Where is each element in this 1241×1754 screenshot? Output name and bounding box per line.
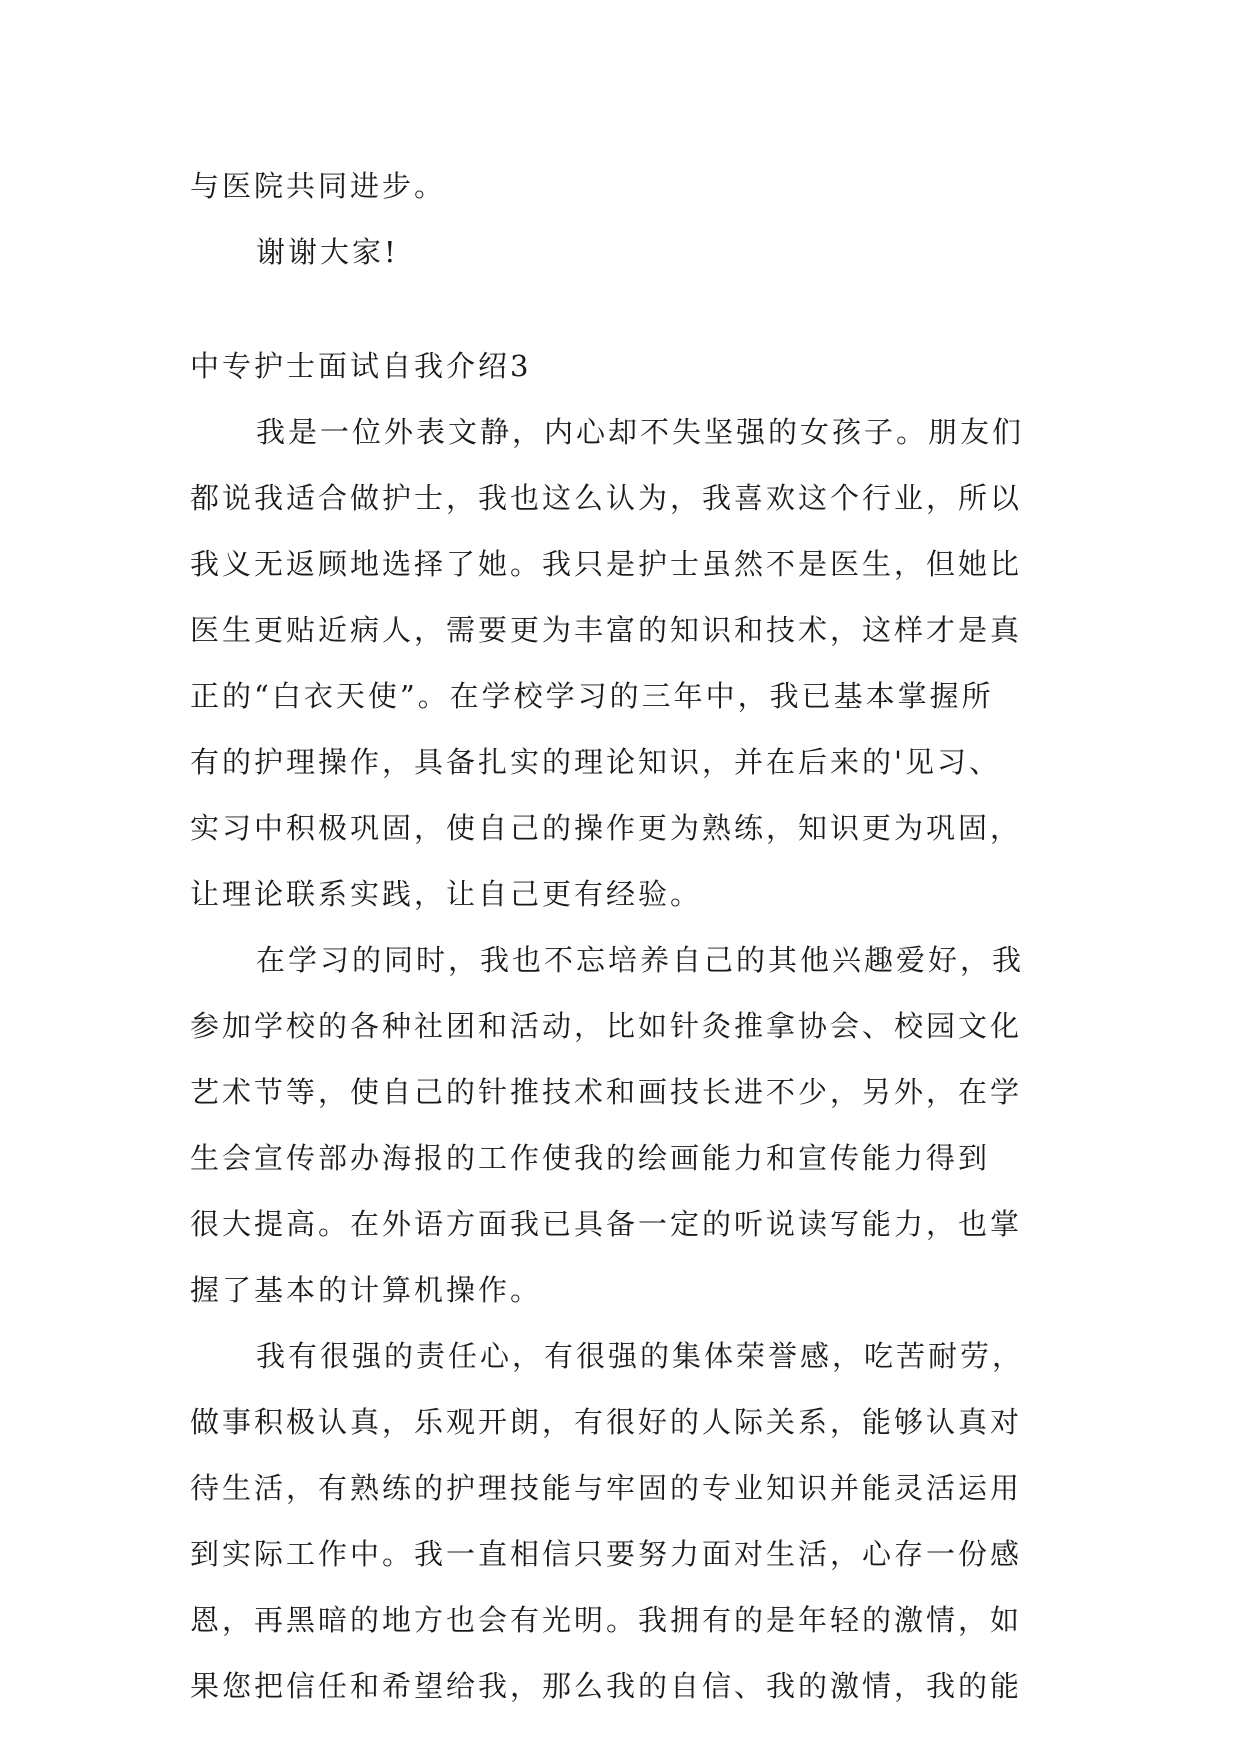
text-line: 待生活，有熟练的护理技能与牢固的专业知识并能灵活运用 — [190, 1471, 1023, 1505]
text-line: 很大提高。在外语方面我已具备一定的听说读写能力，也掌 — [190, 1207, 1023, 1241]
text-line: 到实际工作中。我一直相信只要努力面对生活，心存一份感 — [190, 1537, 1023, 1571]
text-line: 我义无返顾地选择了她。我只是护士虽然不是医生，但她比 — [190, 547, 1023, 581]
text-line: 我有很强的责任心，有很强的集体荣誉感，吃苦耐劳， — [256, 1339, 1025, 1373]
text-line: 生会宣传部办海报的工作使我的绘画能力和宣传能力得到 — [190, 1141, 991, 1175]
paragraph-3 — [190, 1323, 1060, 1719]
text-line: 恩，再黑暗的地方也会有光明。我拥有的是年轻的激情，如 — [190, 1603, 1023, 1637]
text-line: 都说我适合做护士，我也这么认为，我喜欢这个行业，所以 — [190, 481, 1023, 515]
text-line: 实习中积极巩固，使自己的操作更为熟练，知识更为巩固， — [190, 811, 1023, 845]
text-line: 艺术节等，使自己的针推技术和画技长进不少，另外，在学 — [190, 1075, 1023, 1109]
text-line: 果您把信任和希望给我，那么我的自信、我的激情，我的能 — [190, 1669, 1023, 1703]
paragraph-2 — [190, 927, 1060, 1323]
text-line: 握了基本的计算机操作。 — [190, 1273, 543, 1307]
text-line: 与医院共同进步。 — [190, 169, 447, 203]
section-title: 中专护士面试自我介绍3 — [190, 349, 532, 383]
paragraph-1 — [190, 399, 1060, 927]
text-line: 有的护理操作，具备扎实的理论知识，并在后来的'见习、 — [190, 745, 1001, 779]
text-line: 我是一位外表文静，内心却不失坚强的女孩子。朋友们 — [256, 415, 1025, 449]
text-line: 参加学校的各种社团和活动，比如针灸推拿协会、校园文化 — [190, 1009, 1023, 1043]
closing-lines — [190, 153, 1060, 285]
text-line: 做事积极认真，乐观开朗，有很好的人际关系，能够认真对 — [190, 1405, 1023, 1439]
text-line: 让理论联系实践，让自己更有经验。 — [190, 877, 703, 911]
text-line: 正的“白衣天使”。在学校学习的三年中，我已基本掌握所 — [190, 679, 994, 713]
text-line: 在学习的同时，我也不忘培养自己的其他兴趣爱好，我 — [256, 943, 1025, 977]
text-line: 医生更贴近病人，需要更为丰富的知识和技术，这样才是真 — [190, 613, 1023, 647]
thanks-line: 谢谢大家! — [256, 235, 399, 269]
